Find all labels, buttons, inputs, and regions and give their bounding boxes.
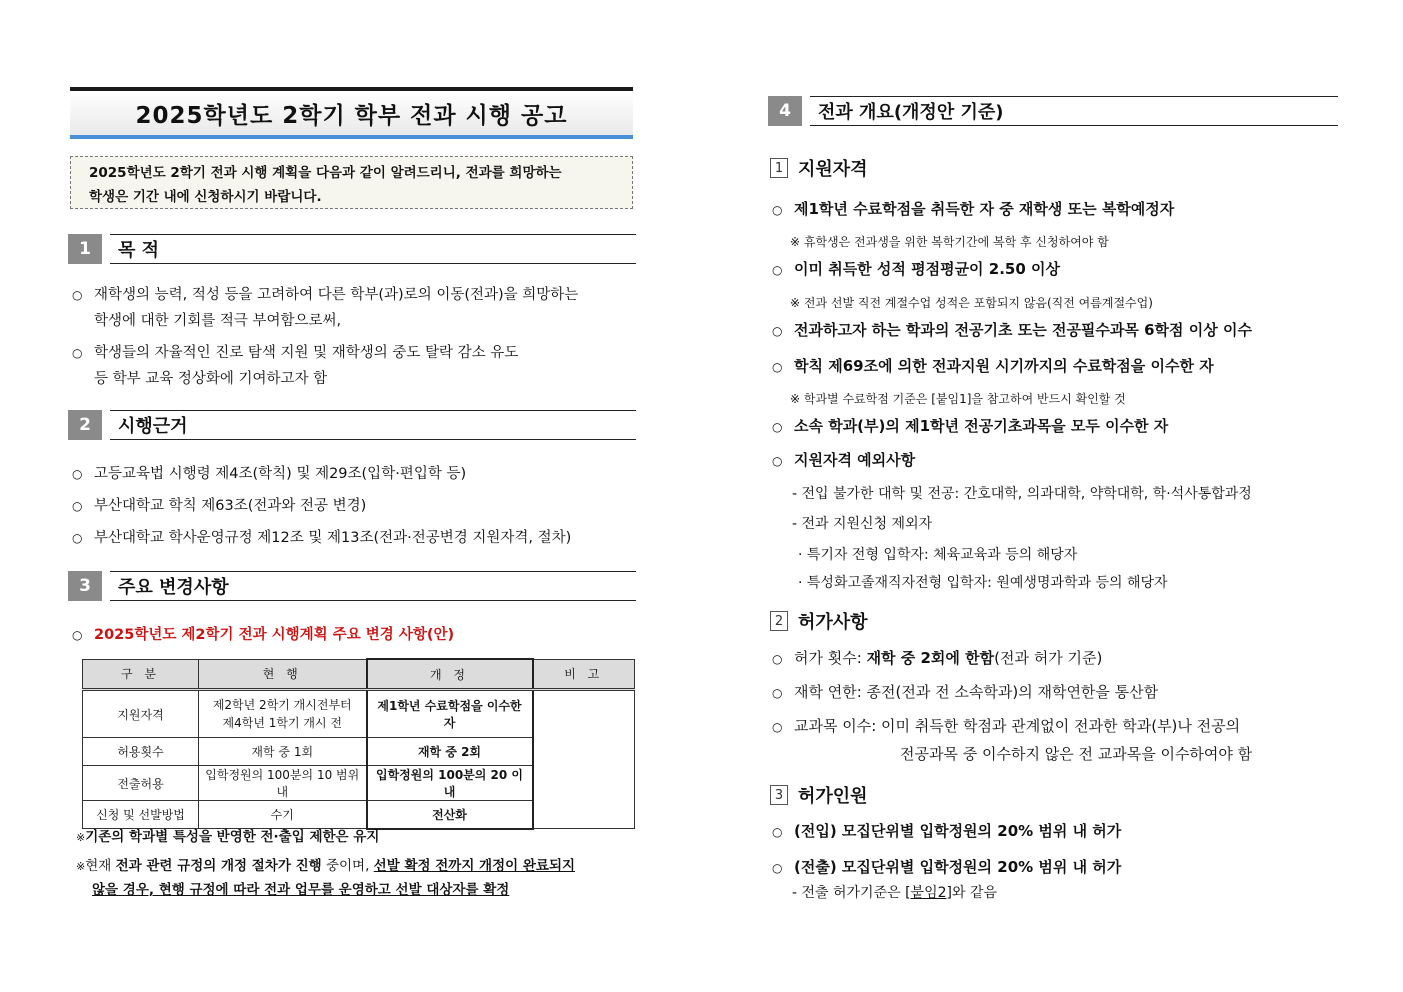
- bullet-icon: ○: [772, 360, 783, 374]
- table-cell: 전출허용: [83, 766, 199, 801]
- basis-bullet-2: [72, 494, 366, 518]
- text: (전출) 모집단위별 입학정원의 20% 범위 내 허가: [794, 858, 1122, 876]
- table-cell: 허용횟수: [83, 738, 199, 766]
- bullet-icon: ○: [772, 324, 783, 338]
- bullet-icon: ○: [72, 346, 83, 360]
- table-header: 현 행: [199, 659, 367, 690]
- text: 부산대학교 학칙 제63조(전과와 전공 변경): [94, 498, 367, 514]
- table-cell-remarks: [533, 690, 635, 829]
- bullet-icon: ○: [772, 652, 783, 666]
- title-text: 2025학년도 2학기 학부 전과 시행 공고: [135, 102, 568, 129]
- eligibility-item-b: [772, 257, 1060, 282]
- exception-item-2: - 전과 지원신청 제외자: [792, 516, 933, 532]
- exception-item-2a: · 특기자 전형 입학자: 체육교육과 등의 해당자: [798, 547, 1078, 563]
- exception-item-1: - 전입 불가한 대학 및 전공: 간호대학, 의과대학, 약학대학, 학·석사통합과정: [792, 486, 1252, 502]
- text: 중이며,: [321, 858, 374, 874]
- table-cell: 입학정원의 100분의 10 범위 내: [199, 766, 367, 801]
- table-cell: 재학 중 2회: [367, 738, 533, 766]
- text: - 전출 허가기준은: [792, 885, 906, 901]
- table-cell: 입학정원의 100분의 20 이내: [367, 766, 533, 801]
- bullet-icon: ○: [772, 203, 783, 217]
- bullet-icon: ○: [72, 499, 83, 513]
- table-row: [83, 690, 635, 738]
- note-mark-icon: ※: [76, 831, 86, 844]
- eligibility-item-c: [772, 318, 1252, 343]
- table-header: 비 고: [533, 659, 635, 690]
- text: 교과목 이수: 이미 취득한 학점과 관계없이 전과한 학과(부)나 전공의: [794, 717, 1241, 735]
- subsection-number: 1: [770, 158, 788, 178]
- eligibility-item-f: [772, 448, 915, 473]
- table-header-row: [83, 659, 635, 690]
- text: 재학 중 2회에 한함: [866, 649, 995, 667]
- text: 학칙 제69조에 의한 전과지원 시기까지의 수료학점을 이수한 자: [794, 357, 1214, 375]
- section-number: 4: [768, 96, 802, 126]
- intro-box: [70, 156, 633, 209]
- table-cell: 신청 및 선발방법: [83, 801, 199, 829]
- quota-item-a: [772, 819, 1121, 844]
- changes-note-2: [76, 854, 575, 879]
- table-cell: 지원자격: [83, 690, 199, 738]
- subsection-quota: [770, 782, 868, 808]
- text: 학생들의 자율적인 진로 탐색 지원 및 재학생의 중도 탈락 감소 유도: [94, 345, 519, 361]
- section-title: 전과 개요(개정안 기준): [810, 96, 1338, 126]
- bullet-icon: ○: [72, 467, 83, 481]
- text: 현재: [85, 858, 116, 874]
- table-cell: 재학 중 1회: [199, 738, 367, 766]
- purpose-bullet-1-cont: 학생에 대한 기회를 적극 부여함으로써,: [94, 313, 342, 329]
- text: 전과 관련 규정의 개정 절차가 진행: [115, 858, 322, 874]
- attachment-2-link[interactable]: [붙임2]: [905, 885, 952, 901]
- text: 2025학년도 제2학기 전과 시행계획 주요 변경 사항(안): [94, 627, 455, 643]
- document-title: [70, 87, 633, 139]
- purpose-bullet-2: [72, 341, 518, 365]
- section-title: 주요 변경사항: [110, 571, 636, 601]
- eligibility-item-a: [772, 197, 1174, 222]
- section-number: 2: [68, 410, 102, 440]
- permission-item-c: [772, 714, 1240, 739]
- changes-table: [82, 658, 635, 830]
- purpose-bullet-1: [72, 283, 578, 307]
- eligibility-item-d: [772, 354, 1214, 379]
- section-1-header: [68, 234, 636, 264]
- text: 재학 연한: 종전(전과 전 소속학과)의 재학연한을 통산함: [794, 683, 1159, 701]
- subsection-eligibility: [770, 155, 868, 181]
- text: 부산대학교 학사운영규정 제12조 및 제13조(전과·전공변경 지원자격, 절차): [94, 530, 572, 546]
- bullet-icon: ○: [772, 720, 783, 734]
- text: 전과하고자 하는 학과의 전공기초 또는 전공필수과목 6학점 이상 이수: [794, 321, 1252, 339]
- bullet-icon: ○: [772, 420, 783, 434]
- table-header: 개 정: [367, 659, 533, 690]
- quota-item-b: [772, 855, 1121, 880]
- section-title: 목 적: [110, 234, 636, 264]
- subsection-title: 허가인원: [798, 786, 868, 807]
- subsection-title: 허가사항: [798, 612, 868, 633]
- bullet-icon: ○: [72, 628, 83, 642]
- table-header: 구 분: [83, 659, 199, 690]
- eligibility-note-a: ※ 휴학생은 전과생을 위한 복학기간에 복학 후 신청하여야 함: [790, 235, 1109, 249]
- exception-item-2b: · 특성화고졸재직자전형 입학자: 원예생명과학과 등의 해당자: [798, 575, 1168, 591]
- bullet-icon: ○: [772, 263, 783, 277]
- bullet-icon: ○: [72, 288, 83, 302]
- section-2-header: [68, 410, 636, 440]
- section-title: 시행근거: [110, 410, 636, 440]
- section-3-header: [68, 571, 636, 601]
- changes-note-2-cont: 않을 경우, 현행 규정에 따라 전과 업무를 운영하고 선발 대상자를 확정: [92, 882, 510, 898]
- cell-line: 제4학년 1학기 개시 전: [222, 716, 342, 730]
- text: 지원자격 예외사항: [794, 451, 916, 469]
- bullet-icon: ○: [72, 531, 83, 545]
- table-cell: 제1학년 수료학점을 이수한 자: [367, 690, 533, 738]
- text: 고등교육법 시행령 제4조(학칙) 및 제29조(입학·편입학 등): [94, 466, 467, 482]
- eligibility-item-e: [772, 414, 1168, 439]
- section-4-header: [768, 96, 1338, 126]
- eligibility-note-b: ※ 전과 선발 직전 계절수업 성적은 포함되지 않음(직전 여름계절수업): [790, 296, 1153, 310]
- text: 기존의 학과별 특성을 반영한 전·출입 제한은 유지: [85, 829, 380, 845]
- subsection-number: 2: [770, 611, 788, 631]
- intro-line-1: 2025학년도 2학기 전과 시행 계획을 다음과 같이 알려드리니, 전과를 희망하는: [89, 165, 562, 181]
- table-cell: [199, 690, 367, 738]
- table-cell: 전산화: [367, 801, 533, 829]
- note-mark-icon: ※: [76, 860, 86, 873]
- subsection-number: 3: [770, 785, 788, 805]
- text: (전과 허가 기준): [994, 649, 1103, 667]
- text: 와 같음: [951, 885, 997, 901]
- quota-item-b-sub: [792, 881, 997, 905]
- bullet-icon: ○: [772, 861, 783, 875]
- bullet-icon: ○: [772, 825, 783, 839]
- text: 제1학년 수료학점을 취득한 자 중 재학생 또는 복학예정자: [794, 200, 1175, 218]
- basis-bullet-3: [72, 526, 571, 550]
- purpose-bullet-2-cont: 등 학부 교육 정상화에 기여하고자 함: [94, 371, 328, 387]
- section-number: 3: [68, 571, 102, 601]
- permission-item-a: [772, 646, 1102, 671]
- text: 소속 학과(부)의 제1학년 전공기초과목을 모두 이수한 자: [794, 417, 1169, 435]
- permission-item-c-cont: 전공과목 중 이수하지 않은 전 교과목을 이수하여야 함: [900, 745, 1253, 763]
- text: 선발 확정 전까지 개정이 완료되지: [373, 858, 576, 874]
- changes-headline: [72, 623, 454, 647]
- subsection-permission: [770, 608, 868, 634]
- intro-line-2: 학생은 기간 내에 신청하시기 바랍니다.: [89, 189, 322, 205]
- text: 허가 횟수:: [794, 649, 867, 667]
- bullet-icon: ○: [772, 454, 783, 468]
- table-cell: 수기: [199, 801, 367, 829]
- permission-item-b: [772, 680, 1158, 705]
- changes-note-1: [76, 825, 379, 850]
- text: 이미 취득한 성적 평점평균이 2.50 이상: [794, 260, 1060, 278]
- subsection-title: 지원자격: [798, 159, 868, 180]
- cell-line: 제2학년 2학기 개시전부터: [212, 698, 352, 712]
- text: 재학생의 능력, 적성 등을 고려하여 다른 학부(과)로의 이동(전과)을 희망하는: [94, 287, 579, 303]
- text: (전입) 모집단위별 입학정원의 20% 범위 내 허가: [794, 822, 1122, 840]
- basis-bullet-1: [72, 462, 466, 486]
- eligibility-note-d: ※ 학과별 수료학점 기준은 [붙임1]을 참고하여 반드시 확인할 것: [790, 392, 1126, 406]
- bullet-icon: ○: [772, 686, 783, 700]
- section-number: 1: [68, 234, 102, 264]
